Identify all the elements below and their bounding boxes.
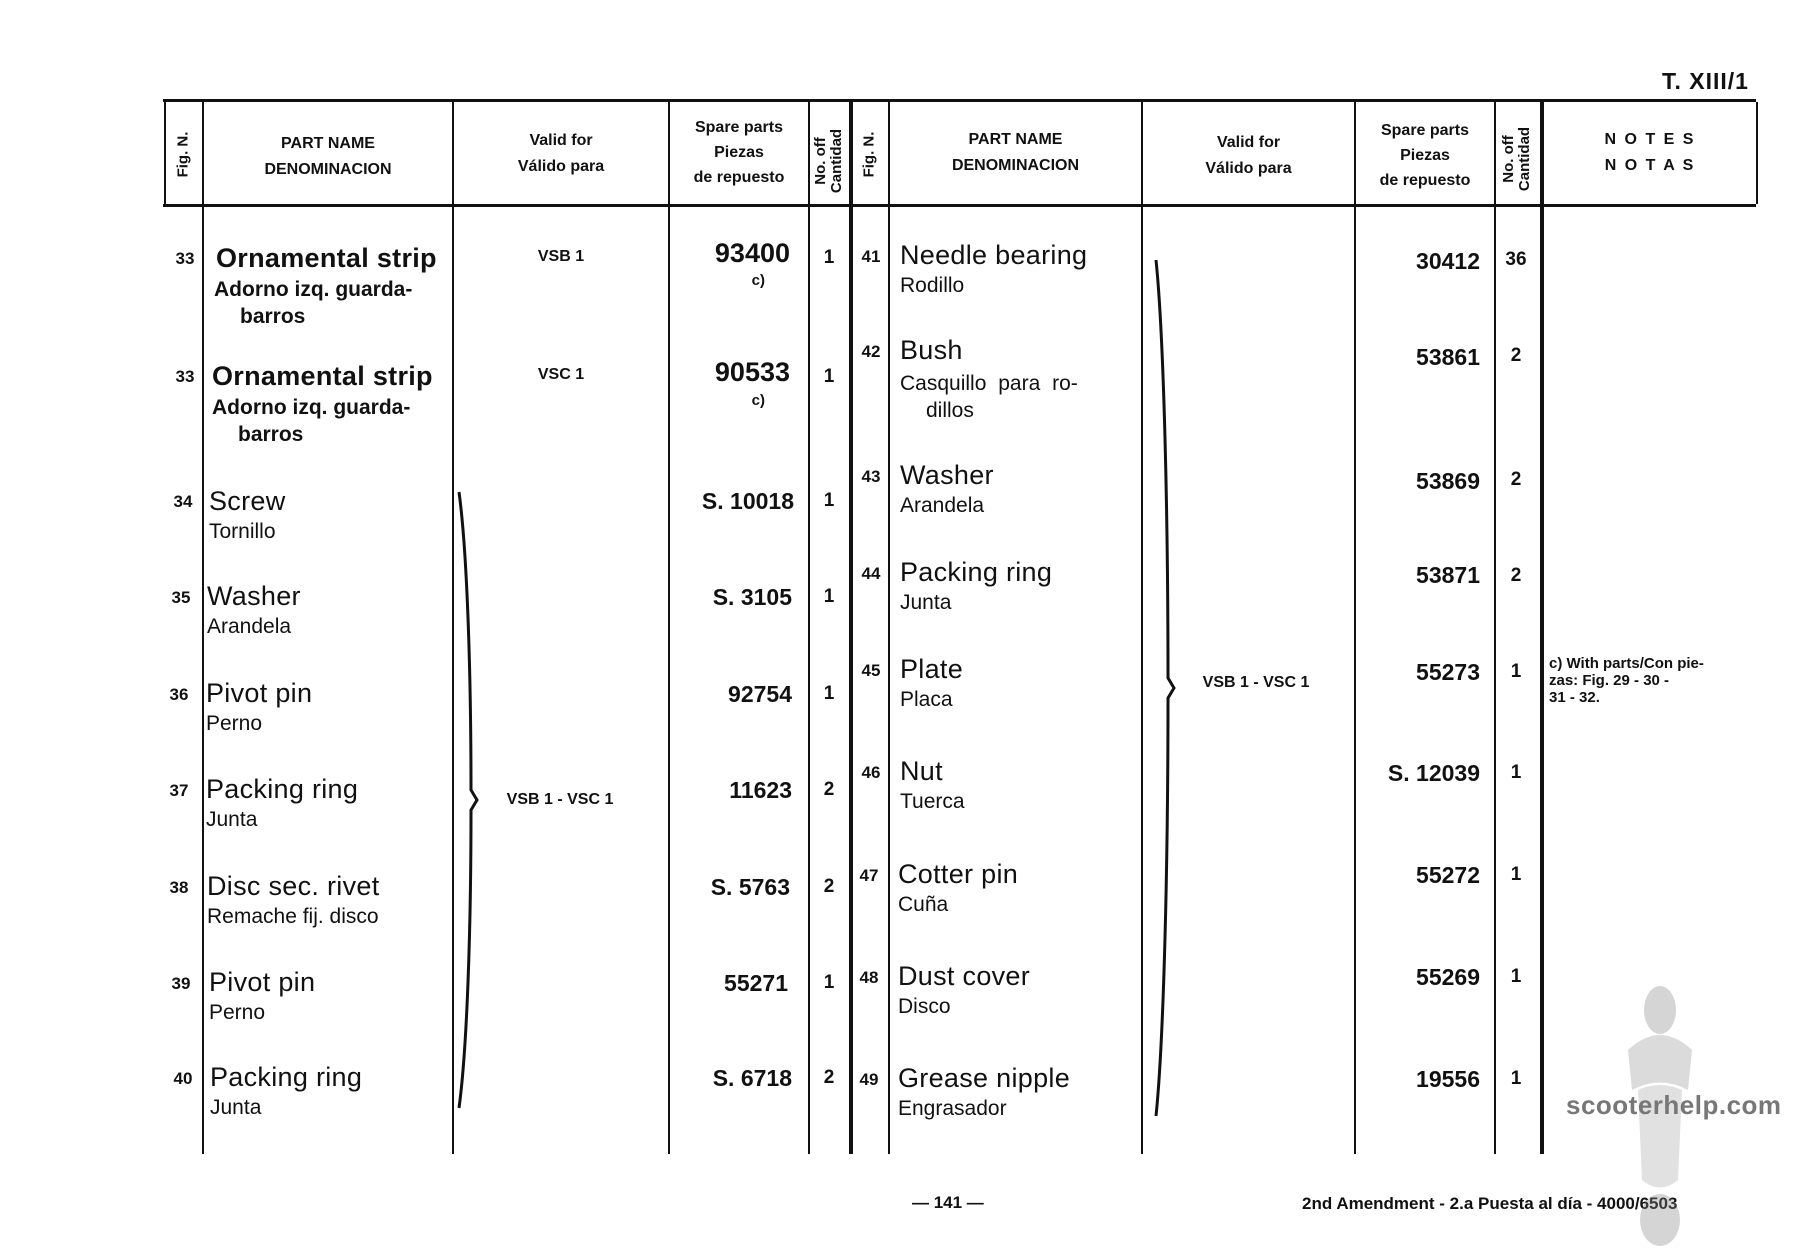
fig-number: 47	[859, 866, 879, 885]
part-name-es: Casquillo para ro-	[900, 372, 1078, 395]
part-name-es: Junta	[210, 1096, 262, 1119]
part-name-en: Nut	[900, 756, 943, 786]
spare-part-number: 55273	[1416, 659, 1480, 685]
quantity: 1	[823, 683, 835, 704]
part-name-en: Dust cover	[898, 961, 1031, 991]
part-name-es: Remache fij. disco	[207, 905, 379, 928]
quantity: 2	[823, 876, 835, 897]
spare-part-number: S. 5763	[710, 874, 790, 900]
part-name-en: Packing ring	[210, 1062, 363, 1092]
part-name-es: Adorno izq. guarda-	[212, 396, 411, 419]
part-name-en: Cotter pin	[898, 859, 1019, 889]
part-name-es: Arandela	[900, 494, 985, 517]
quantity: 1	[1510, 864, 1522, 885]
spare-part-number: 55271	[724, 970, 788, 996]
fig-number: 38	[169, 878, 189, 897]
col-line	[849, 102, 853, 1154]
fig-number: 44	[861, 564, 881, 583]
quantity: 1	[823, 490, 835, 511]
header-spare-parts-right: Spare parts Piezas de repuesto	[1379, 122, 1471, 189]
quantity: 2	[823, 779, 835, 800]
fig-number: 39	[171, 974, 191, 993]
header-fig: Fig. N.	[174, 131, 192, 178]
part-name-es: Engrasador	[898, 1097, 1007, 1120]
fig-number: 33	[175, 367, 195, 386]
quantity: 1	[1510, 762, 1522, 783]
fig-number: 33	[175, 249, 195, 268]
spare-part-number: 30412	[1416, 248, 1480, 274]
spare-part-number: 90533	[714, 357, 790, 387]
col-line	[1756, 102, 1758, 204]
spare-part-number: 92754	[728, 681, 792, 707]
part-name-es: Disco	[898, 995, 951, 1018]
part-name-es: Cuña	[898, 893, 949, 916]
table-top-border	[163, 99, 1756, 102]
quantity: 1	[823, 972, 835, 993]
page-number: — 141 —	[912, 1193, 984, 1212]
quantity: 1	[823, 247, 835, 268]
fig-number: 35	[171, 588, 191, 607]
spare-part-number: S. 6718	[712, 1065, 792, 1091]
spare-part-number: S. 3105	[712, 584, 792, 610]
spare-part-number: 53871	[1416, 562, 1480, 588]
header-part-name: PART NAME DENOMINACION	[264, 135, 392, 178]
header-qty: No. off Cantidad	[812, 128, 845, 194]
note-ref: c)	[751, 392, 765, 409]
quantity: 2	[823, 1067, 835, 1088]
valid-for: VSB 1	[537, 248, 585, 265]
part-name-en: Pivot pin	[209, 967, 316, 997]
fig-number: 42	[861, 342, 881, 361]
valid-for: VSC 1	[537, 366, 585, 383]
spare-part-number: 19556	[1416, 1066, 1480, 1092]
header-valid-for: Valid for Válido para	[517, 132, 605, 175]
col-line	[202, 102, 204, 1154]
part-name-es: Tornillo	[209, 520, 276, 543]
part-name-en: Disc sec. rivet	[207, 871, 380, 901]
fig-number: 45	[861, 661, 881, 680]
part-name-es: Perno	[206, 712, 263, 735]
part-name-en: Packing ring	[900, 557, 1053, 587]
watermark-text: scooterhelp.com	[1566, 1090, 1782, 1120]
part-name-es: Perno	[209, 1001, 266, 1024]
part-name-es: Tuerca	[900, 790, 965, 813]
fig-number: 41	[861, 247, 881, 266]
part-name-en: Ornamental strip	[216, 243, 437, 273]
quantity: 1	[823, 586, 835, 607]
fig-number: 46	[861, 763, 881, 782]
group-valid-for: VSB 1 - VSC 1	[1202, 674, 1310, 691]
fig-number: 48	[859, 968, 879, 987]
header-valid-for-right: Valid for Válido para	[1205, 134, 1292, 177]
fig-number: 37	[169, 781, 189, 800]
col-line	[1494, 102, 1496, 1154]
part-name-en: Washer	[900, 460, 994, 490]
quantity: 2	[1510, 469, 1522, 490]
col-line	[1141, 102, 1143, 1154]
spare-part-number: S. 10018	[701, 488, 794, 514]
header-notes: N O T E S N O T A S	[1604, 131, 1696, 174]
fig-number: 49	[859, 1070, 879, 1089]
spare-part-number: 53861	[1416, 344, 1480, 370]
quantity: 1	[823, 366, 835, 387]
amendment-note: 2nd Amendment - 2.a Puesta al día - 4000/6503	[1302, 1194, 1678, 1213]
fig-number: 36	[169, 685, 189, 704]
fig-number: 43	[861, 467, 881, 486]
group-valid-for: VSB 1 - VSC 1	[506, 791, 614, 808]
part-name-en: Packing ring	[206, 774, 359, 804]
col-line	[164, 102, 166, 204]
part-name-es-cont: barros	[238, 423, 304, 446]
part-name-en: Plate	[900, 654, 964, 684]
spare-part-number: S. 12039	[1387, 760, 1480, 786]
spare-part-number: 53869	[1416, 468, 1480, 494]
part-name-es-cont: barros	[240, 305, 306, 328]
header-fig-right: Fig. N.	[860, 131, 878, 178]
part-name-en: Bush	[900, 335, 963, 365]
fig-number: 34	[173, 492, 193, 511]
header-bottom-border	[163, 204, 1756, 207]
col-line	[888, 102, 890, 1154]
spare-part-number: 93400	[714, 238, 790, 268]
quantity: 1	[1510, 1068, 1522, 1089]
notes-text: c) With parts/Con pie- zas: Fig. 29 - 30 - 31 - 32.	[1549, 655, 1704, 706]
part-name-es: Junta	[900, 591, 952, 614]
quantity: 1	[1510, 966, 1522, 987]
spare-part-number: 55269	[1416, 964, 1480, 990]
part-name-en: Screw	[209, 486, 286, 516]
part-name-es: Adorno izq. guarda-	[214, 278, 413, 301]
quantity: 2	[1510, 565, 1522, 586]
header-spare-parts: Spare parts Piezas de repuesto	[693, 119, 785, 186]
header-qty-right: No. off Cantidad	[1500, 126, 1533, 192]
quantity: 36	[1505, 249, 1527, 270]
part-name-en: Washer	[207, 581, 301, 611]
spare-part-number: 11623	[729, 777, 792, 803]
part-name-es: Rodillo	[900, 274, 965, 297]
part-name-es-cont: dillos	[926, 399, 974, 422]
page-reference: T. XIII/1	[1662, 68, 1749, 94]
part-name-es: Junta	[206, 808, 258, 831]
col-line	[1540, 102, 1544, 1154]
part-name-en: Needle bearing	[900, 240, 1088, 270]
header-part-name-right: PART NAME DENOMINACION	[951, 131, 1080, 174]
part-name-en: Ornamental strip	[212, 361, 433, 391]
quantity: 2	[1510, 345, 1522, 366]
part-name-es: Arandela	[207, 615, 292, 638]
part-name-en: Pivot pin	[206, 678, 313, 708]
note-ref: c)	[751, 272, 765, 289]
fig-number: 40	[173, 1069, 193, 1088]
part-name-es: Placa	[900, 688, 953, 711]
spare-part-number: 55272	[1416, 862, 1480, 888]
part-name-en: Grease nipple	[898, 1063, 1071, 1093]
quantity: 1	[1510, 661, 1522, 682]
